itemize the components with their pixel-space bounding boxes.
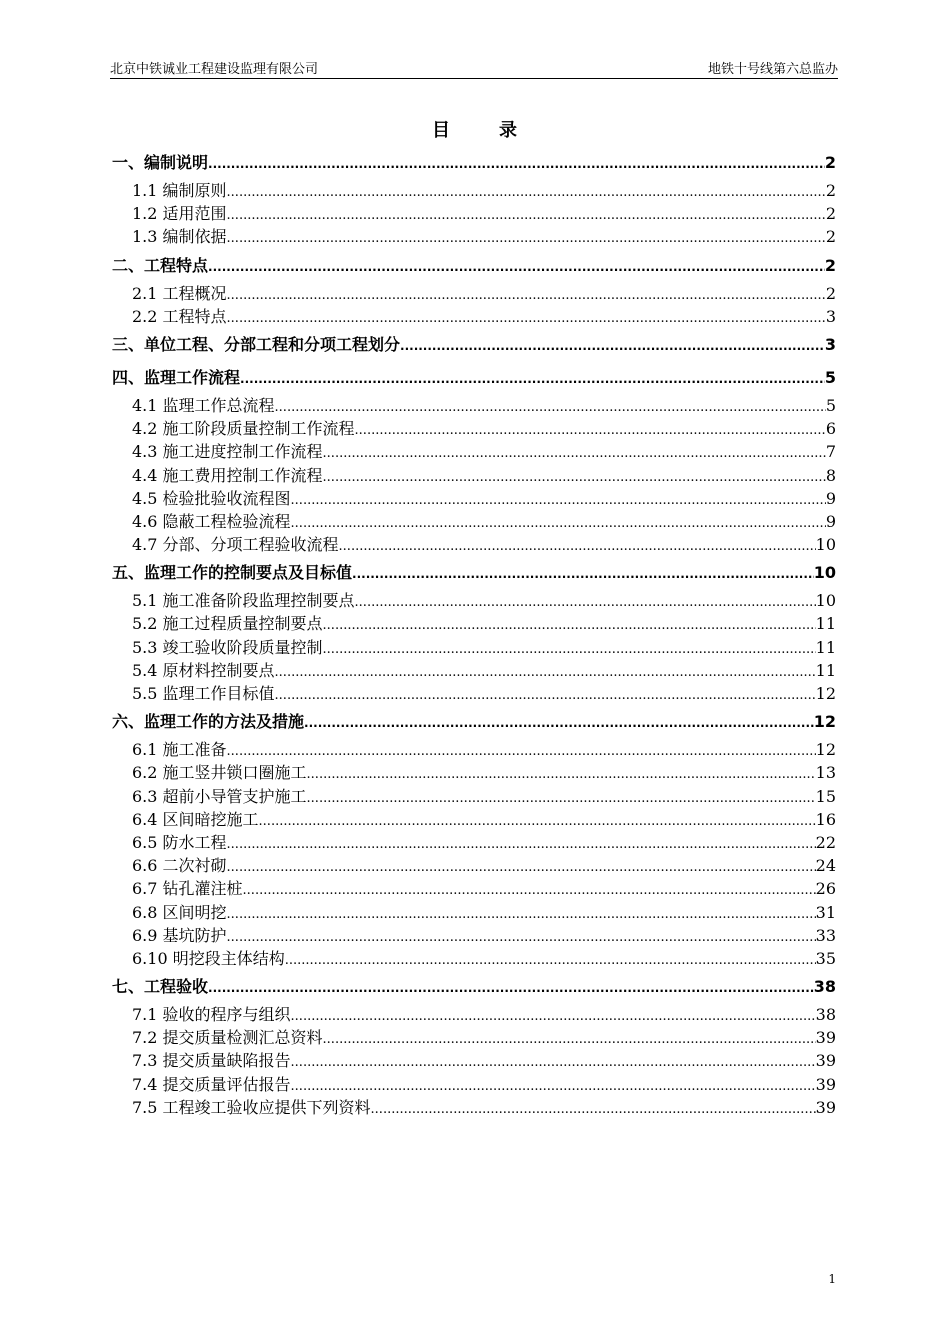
toc-leader-dots [227, 926, 816, 949]
toc-entry-page: 2 [824, 255, 836, 275]
toc-leader-dots [227, 903, 816, 926]
toc-leader-dots [323, 466, 826, 489]
toc-entry-page: 39 [815, 1051, 836, 1071]
toc-leader-dots [227, 307, 826, 330]
toc-leader-dots [243, 879, 816, 902]
toc-section-entry[interactable] [112, 225, 836, 248]
toc-entry-label: 5.4 原材料控制要点 [132, 660, 275, 680]
toc-section-entry[interactable] [112, 417, 836, 440]
toc-section-entry[interactable] [112, 854, 836, 877]
toc-leader-dots [307, 787, 816, 810]
page-header [110, 58, 838, 79]
toc-leader-dots [240, 363, 825, 396]
toc-leader-dots [323, 1028, 816, 1051]
toc-entry-page: 39 [815, 1028, 836, 1048]
toc-entry-label: 4.4 施工费用控制工作流程 [132, 465, 323, 485]
toc-entry-label: 二、工程特点 [112, 255, 209, 275]
toc-entry-page: 9 [825, 488, 836, 508]
toc-entry-page: 5 [825, 395, 836, 415]
toc-section-entry[interactable] [112, 1049, 836, 1072]
toc-leader-dots [275, 661, 816, 684]
toc-leader-dots [323, 638, 816, 661]
toc-section-entry[interactable] [112, 1026, 836, 1049]
toc-entry-page: 3 [825, 306, 836, 326]
toc-entry-page: 12 [815, 740, 836, 760]
toc-section-entry[interactable] [112, 533, 836, 556]
toc-section-entry[interactable] [112, 464, 836, 487]
toc-leader-dots [291, 512, 826, 535]
toc-entry-page: 38 [813, 977, 836, 997]
toc-entry-page: 7 [825, 442, 836, 462]
toc-entry-label: 4.5 检验批验收流程图 [132, 488, 291, 508]
toc-leader-dots [208, 148, 825, 181]
toc-leader-dots [307, 763, 816, 786]
toc-leader-dots [275, 396, 826, 419]
toc-entry-page: 11 [815, 637, 836, 657]
toc-leader-dots [371, 1098, 816, 1121]
toc-entry-page: 33 [815, 925, 836, 945]
toc-section-entry[interactable] [112, 202, 836, 225]
toc-entry-label: 5.3 竣工验收阶段质量控制 [132, 637, 323, 657]
toc-entry-label: 4.2 施工阶段质量控制工作流程 [132, 419, 355, 439]
toc-leader-dots [352, 558, 814, 591]
toc-section-entry[interactable] [112, 785, 836, 808]
toc-entry-page: 13 [815, 763, 836, 783]
toc-entry-label: 5.2 施工过程质量控制要点 [132, 614, 323, 634]
toc-section-entry[interactable] [112, 659, 836, 682]
toc-section-entry[interactable] [112, 947, 836, 970]
toc-leader-dots [227, 204, 826, 227]
toc-leader-dots [291, 1051, 816, 1074]
toc-entry-page: 3 [824, 334, 836, 354]
toc-entry-page: 11 [815, 660, 836, 680]
toc-entry-label: 7.5 工程竣工验收应提供下列资料 [132, 1097, 371, 1117]
toc-section-entry[interactable] [112, 305, 836, 328]
toc-section-entry[interactable] [112, 682, 836, 705]
toc-title-part1: 目 [432, 120, 451, 141]
toc-entry-page: 12 [813, 712, 836, 732]
toc-section-entry[interactable] [112, 761, 836, 784]
toc-leader-dots [227, 833, 816, 856]
toc-chapter-entry[interactable] [112, 361, 836, 394]
toc-leader-dots [355, 591, 816, 614]
toc-chapter-entry[interactable] [112, 556, 836, 589]
toc-entry-label: 6.10 明挖段主体结构 [132, 948, 285, 968]
toc-entry-label: 5.1 施工准备阶段监理控制要点 [132, 591, 355, 611]
page-number: 1 [828, 1272, 836, 1286]
toc-leader-dots [227, 284, 826, 307]
toc-section-entry[interactable] [112, 612, 836, 635]
toc-section-entry[interactable] [112, 924, 836, 947]
toc-entry-page: 2 [825, 181, 836, 200]
toc-entry-label: 4.3 施工进度控制工作流程 [132, 442, 323, 462]
toc-entry-label: 6.9 基坑防护 [132, 925, 227, 945]
toc-leader-dots [259, 810, 816, 833]
toc-leader-dots [355, 419, 826, 442]
toc-entry-label: 6.6 二次衬砌 [132, 856, 227, 876]
toc-entry-page: 22 [815, 832, 836, 852]
toc-section-entry[interactable] [112, 831, 836, 854]
toc-section-entry[interactable] [112, 394, 836, 417]
toc-entry-label: 7.2 提交质量检测汇总资料 [132, 1028, 323, 1048]
header-company: 北京中铁诚业工程建设监理有限公司 [110, 62, 319, 77]
toc-entry-label: 五、监理工作的控制要点及目标值 [112, 563, 353, 583]
toc-leader-dots [323, 614, 816, 637]
toc-entry-page: 5 [824, 367, 836, 387]
toc-chapter-entry[interactable] [112, 249, 836, 282]
toc-leader-dots [323, 442, 826, 465]
toc-leader-dots [291, 1005, 816, 1028]
toc-leader-dots [291, 1075, 816, 1098]
toc-leader-dots [285, 949, 816, 972]
toc-entry-page: 24 [815, 856, 836, 876]
toc-entry-label: 4.7 分部、分项工程验收流程 [132, 535, 339, 555]
toc-entry-page: 2 [825, 227, 836, 247]
header-office: 地铁十号线第六总监办 [707, 62, 838, 77]
toc-section-entry[interactable] [112, 282, 836, 305]
toc-entry-page: 10 [815, 535, 836, 555]
toc-leader-dots [208, 251, 825, 284]
toc-section-entry[interactable] [112, 808, 836, 831]
toc-title-part2: 录 [499, 120, 518, 141]
toc-entry-page: 8 [825, 465, 836, 485]
toc-leader-dots [208, 972, 814, 1005]
toc-section-entry[interactable] [112, 636, 836, 659]
toc-entry-label: 6.1 施工准备 [132, 740, 227, 760]
toc-section-entry[interactable] [112, 901, 836, 924]
toc-section-entry[interactable] [112, 738, 836, 761]
toc-entry-label: 三、单位工程、分部工程和分项工程划分 [112, 334, 401, 354]
toc-entry-page: 26 [815, 879, 836, 899]
toc-section-entry[interactable] [112, 589, 836, 612]
toc-entry-page: 10 [813, 563, 836, 583]
toc-chapter-entry[interactable] [112, 970, 836, 1003]
toc-entry-page: 6 [825, 419, 836, 439]
toc-entry-label: 6.3 超前小导管支护施工 [132, 786, 307, 806]
toc-entry-page: 2 [824, 153, 836, 172]
toc-entry-label: 六、监理工作的方法及措施 [112, 712, 305, 732]
toc-entry-label: 1.3 编制依据 [132, 227, 227, 247]
toc-section-entry[interactable] [112, 510, 836, 533]
toc-entry-label: 4.6 隐蔽工程检验流程 [132, 511, 291, 531]
toc-entry-page: 9 [825, 511, 836, 531]
toc-section-entry[interactable] [112, 179, 836, 202]
toc-entry-label: 7.4 提交质量评估报告 [132, 1074, 291, 1094]
toc-entry-label: 4.1 监理工作总流程 [132, 395, 275, 415]
toc-entry-label: 1.2 适用范围 [132, 204, 227, 224]
toc-chapter-entry[interactable] [112, 705, 836, 738]
toc-leader-dots [227, 181, 826, 204]
toc-entry-label: 7.3 提交质量缺陷报告 [132, 1051, 291, 1071]
toc-entry-label: 6.8 区间明挖 [132, 902, 227, 922]
toc-entry-page: 2 [825, 204, 836, 224]
toc-entry-label: 7.1 验收的程序与组织 [132, 1005, 291, 1025]
toc-chapter-entry[interactable] [112, 146, 836, 179]
toc-entry-label: 5.5 监理工作目标值 [132, 684, 275, 703]
toc-leader-dots [227, 227, 826, 250]
toc-entry-page: 16 [815, 809, 836, 829]
table-of-contents [112, 146, 836, 1119]
toc-leader-dots [304, 707, 814, 740]
toc-leader-dots [275, 684, 816, 707]
toc-chapter-entry[interactable] [112, 328, 836, 361]
toc-entry-page: 31 [815, 902, 836, 922]
toc-entry-label: 6.7 钻孔灌注桩 [132, 879, 243, 899]
toc-entry-label: 2.1 工程概况 [132, 283, 227, 303]
toc-entry-label: 6.5 防水工程 [132, 832, 227, 852]
toc-leader-dots [339, 535, 816, 558]
toc-entry-page: 12 [815, 684, 836, 703]
toc-section-entry[interactable] [112, 1096, 836, 1119]
toc-entry-label: 2.2 工程特点 [132, 306, 227, 326]
toc-entry-page: 39 [815, 1097, 836, 1117]
toc-section-entry[interactable] [112, 1003, 836, 1026]
toc-title [0, 116, 950, 142]
toc-entry-page: 10 [815, 591, 836, 611]
toc-entry-label: 6.2 施工竖井锁口圈施工 [132, 763, 307, 783]
toc-entry-page: 39 [815, 1074, 836, 1094]
toc-entry-label: 一、编制说明 [112, 153, 209, 172]
toc-leader-dots [227, 856, 816, 879]
toc-entry-page: 35 [815, 948, 836, 968]
toc-entry-page: 11 [815, 614, 836, 634]
toc-entry-page: 2 [825, 283, 836, 303]
toc-section-entry[interactable] [112, 440, 836, 463]
toc-leader-dots [227, 740, 816, 763]
toc-section-entry[interactable] [112, 1073, 836, 1096]
toc-entry-label: 6.4 区间暗挖施工 [132, 809, 259, 829]
toc-entry-page: 38 [815, 1005, 836, 1025]
toc-entry-label: 1.1 编制原则 [132, 181, 227, 200]
toc-section-entry[interactable] [112, 877, 836, 900]
toc-leader-dots [291, 489, 826, 512]
toc-leader-dots [400, 330, 825, 363]
toc-section-entry[interactable] [112, 487, 836, 510]
toc-entry-label: 七、工程验收 [112, 977, 209, 997]
toc-entry-page: 15 [815, 786, 836, 806]
toc-entry-label: 四、监理工作流程 [112, 367, 241, 387]
